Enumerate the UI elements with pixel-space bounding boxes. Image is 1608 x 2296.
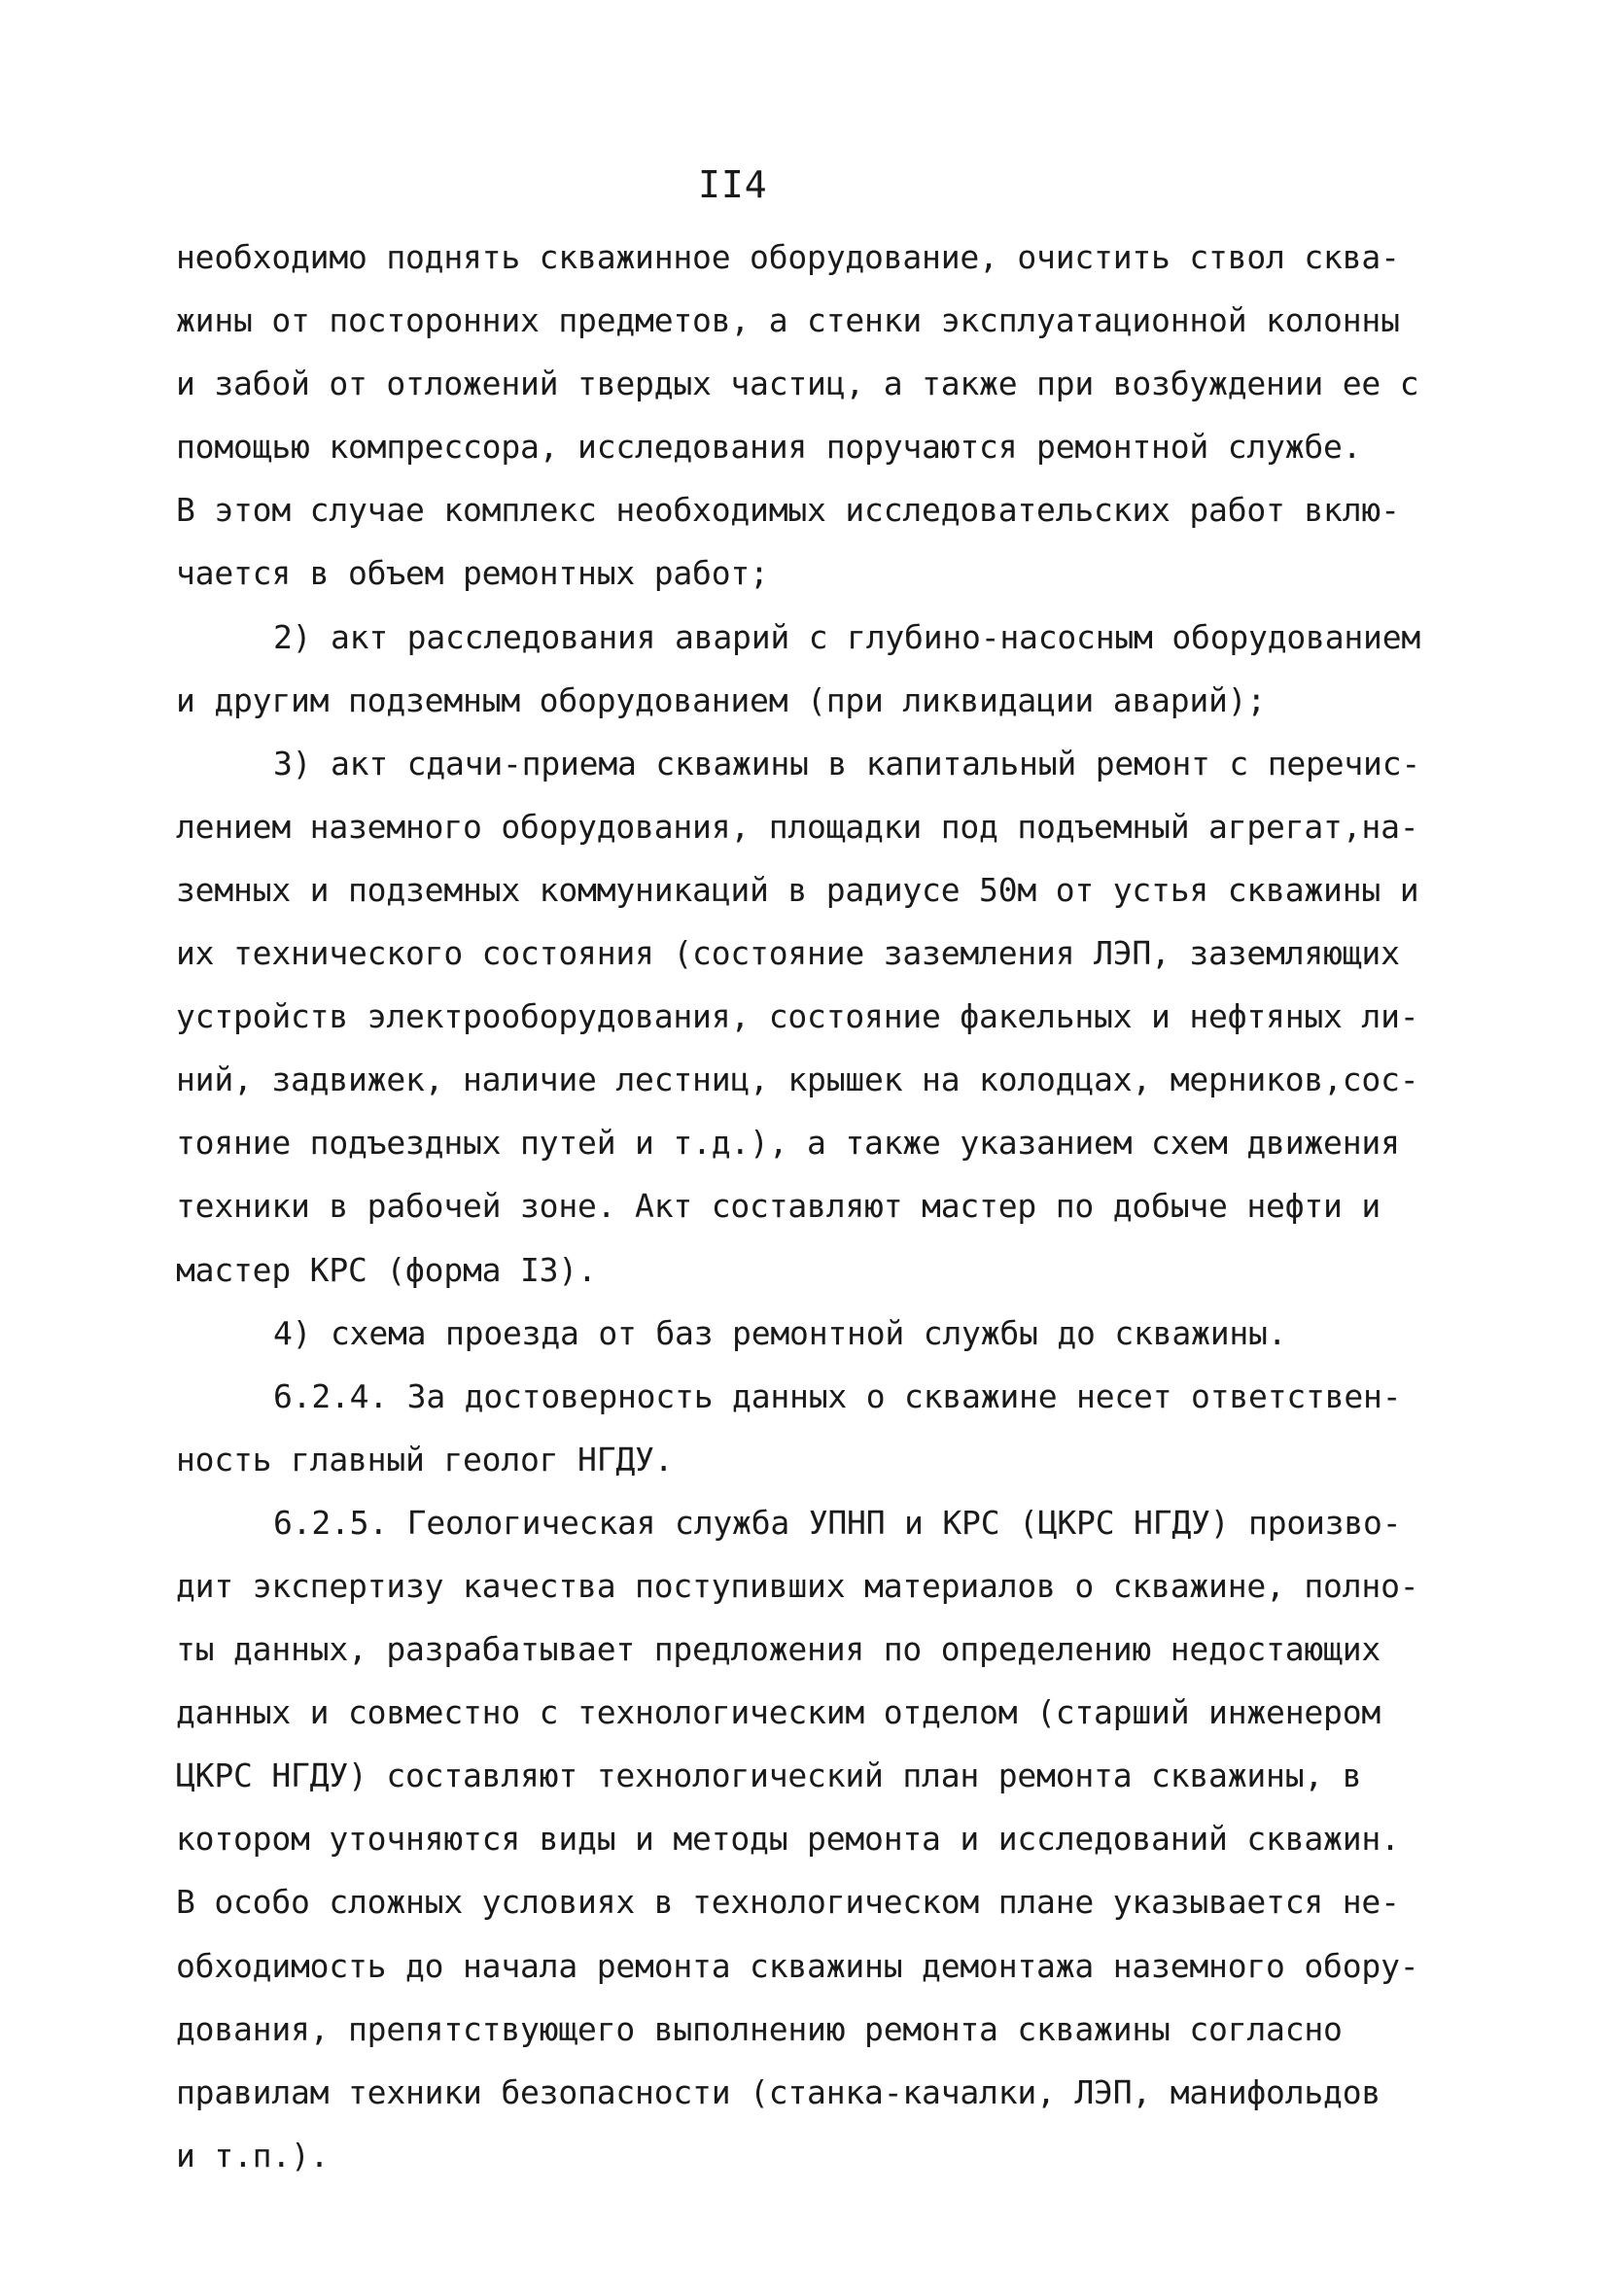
text-line: их технического состояния (состояние заземления ЛЭП, заземляющих [176, 934, 1400, 973]
page-number: II4 [698, 163, 768, 206]
text-line: устройств электрооборудования, состояние факельных и нефтяных ли- [176, 997, 1419, 1036]
text-line: 4) схема проезда от баз ремонтной службы до скважины. [273, 1313, 1287, 1352]
text-line: и другим подземным оборудованием (при ликвидации аварий); [176, 680, 1267, 719]
text-line: земных и подземных коммуникаций в радиусе 50м от устья скважины и [176, 870, 1419, 909]
text-line: 2) акт расследования аварий с глубино-насосным оборудованием [273, 617, 1421, 656]
text-line: ЦКРС НГДУ) составляют технологический план ремонта скважины, в [176, 1757, 1362, 1795]
text-line: В этом случае комплекс необходимых исследовательских работ вклю- [176, 491, 1400, 530]
text-line: 3) акт сдачи-приема скважины в капитальный ремонт с перечис- [273, 744, 1421, 783]
text-line: котором уточняются виды и методы ремонта и исследований скважин. [176, 1820, 1400, 1859]
text-line: дит экспертизу качества поступивших материалов о скважине, полно- [176, 1566, 1419, 1605]
text-line: чается в объем ремонтных работ; [176, 554, 769, 593]
text-line: В особо сложных условиях в технологическом плане указывается не- [176, 1883, 1400, 1922]
text-line: тояние подъездных путей и т.д.), а также указанием схем движения [176, 1124, 1400, 1163]
text-line: жины от посторонних предметов, а стенки эксплуатационной колонны [176, 301, 1400, 340]
text-line: и т.п.). [176, 2136, 330, 2174]
text-line: дования, препятствующего выполнению ремонта скважины согласно [176, 2009, 1343, 2048]
text-line: ний, задвижек, наличие лестниц, крышек на колодцах, мерников,сос- [176, 1061, 1419, 1099]
body-text [176, 226, 1440, 2187]
text-line: 6.2.5. Геологическая служба УПНП и КРС (ЦКРС НГДУ) произво- [273, 1503, 1402, 1542]
text-line: мастер КРС (форма I3). [176, 1250, 597, 1289]
text-line: лением наземного оборудования, площадки под подъемный агрегат,на- [176, 807, 1419, 846]
text-line: и забой от отложений твердых частиц, а также при возбуждении ее с [176, 365, 1419, 403]
text-line: ность главный геолог НГДУ. [176, 1440, 674, 1478]
text-line: техники в рабочей зоне. Акт составляют мастер по добыче нефти и [176, 1187, 1381, 1226]
text-line: 6.2.4. За достоверность данных о скважине несет ответствен- [273, 1376, 1402, 1415]
text-line: ты данных, разрабатывает предложения по определению недостающих [176, 1630, 1381, 1669]
text-line: необходимо поднять скважинное оборудование, очистить ствол сква- [176, 238, 1400, 276]
text-line: помощью компрессора, исследования поручаются ремонтной службе. [176, 428, 1362, 467]
text-line: правилам техники безопасности (станка-качалки, ЛЭП, манифольдов [176, 2072, 1381, 2111]
text-line: данных и совместно с технологическим отделом (старший инженером [176, 1693, 1381, 1732]
text-line: обходимость до начала ремонта скважины демонтажа наземного обору- [176, 1946, 1419, 1985]
